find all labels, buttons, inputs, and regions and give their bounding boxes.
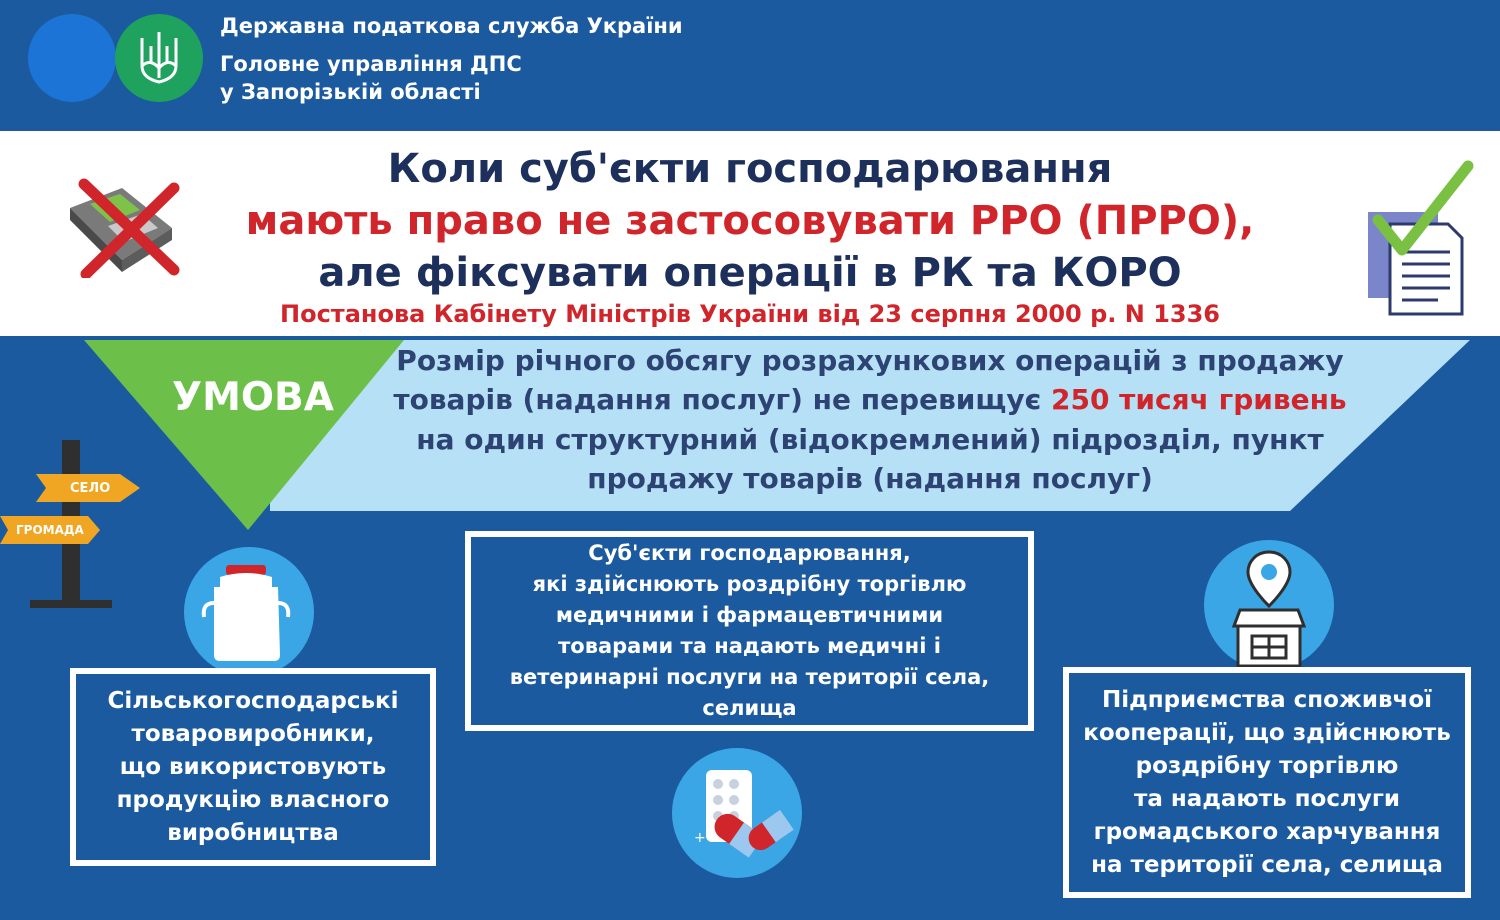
card-line: товарами та надають медичні і bbox=[558, 634, 941, 658]
card-line: на території села, селища bbox=[1091, 851, 1443, 878]
card-line: громадського харчування bbox=[1093, 818, 1441, 845]
condition-threshold: 250 тисяч гривень bbox=[1050, 383, 1347, 416]
card-line: які здійснюють роздрібну торгівлю bbox=[532, 572, 967, 596]
logo-blue-circle bbox=[28, 14, 116, 102]
card-line: кооперації, що здійснюють bbox=[1083, 719, 1451, 746]
card-line: роздрібну торгівлю bbox=[1135, 752, 1399, 779]
condition-label: УМОВА bbox=[172, 375, 334, 420]
milk-can-icon bbox=[184, 547, 314, 677]
card-line: та надають послуги bbox=[1134, 785, 1400, 812]
title-line-2: мають право не застосовувати РРО (ПРРО), bbox=[245, 198, 1255, 244]
card-line: Сільськогосподарські bbox=[107, 687, 399, 714]
condition-line-2-text: товарів (надання послуг) не перевищує bbox=[393, 383, 1051, 416]
card-agricultural-producers bbox=[70, 668, 436, 866]
card-consumer-cooperation bbox=[1063, 667, 1471, 898]
trident-emblem-icon bbox=[115, 14, 203, 102]
branch-line-1: Головне управління ДПС bbox=[220, 52, 522, 76]
card-line: селища bbox=[702, 696, 797, 720]
sign-selo: СЕЛО bbox=[70, 481, 111, 496]
card-line: медичними і фармацевтичними bbox=[555, 603, 944, 627]
card-line: Суб'єкти господарювання, bbox=[588, 541, 911, 565]
card-line: Підприємства споживчої bbox=[1101, 686, 1433, 713]
condition-line-4: продажу товарів (надання послуг) bbox=[587, 462, 1153, 495]
card-line: продукцію власного bbox=[116, 786, 390, 813]
resolution-reference: Постанова Кабінету Міністрів України від 23 серпня 2000 р. N 1336 bbox=[280, 300, 1220, 328]
condition-line-1: Розмір річного обсягу розрахункових операцій з продажу bbox=[396, 344, 1344, 377]
condition-line-2 bbox=[380, 383, 1360, 416]
card-line: виробництва bbox=[167, 819, 339, 846]
pills-icon bbox=[672, 748, 802, 878]
condition-line-3: на один структурний (відокремлений) підрозділ, пункт bbox=[416, 423, 1324, 456]
card-medical-pharmaceutical bbox=[465, 531, 1034, 731]
org-name: Державна податкова служба України bbox=[220, 14, 683, 38]
branch-line-2: у Запорізькій області bbox=[220, 80, 481, 104]
svg-text:+: + bbox=[694, 830, 706, 846]
card-line: ветеринарні послуги на території села, bbox=[509, 665, 990, 689]
title-line-3: але фіксувати операції в РК та КОРО bbox=[318, 250, 1182, 296]
sign-hromada: ГРОМАДА bbox=[16, 523, 84, 537]
card-line: товаровиробники, bbox=[131, 720, 375, 747]
title-line-1: Коли суб'єкти господарювання bbox=[387, 146, 1113, 192]
card-line: що використовують bbox=[119, 753, 387, 780]
shop-location-icon bbox=[1204, 540, 1334, 670]
